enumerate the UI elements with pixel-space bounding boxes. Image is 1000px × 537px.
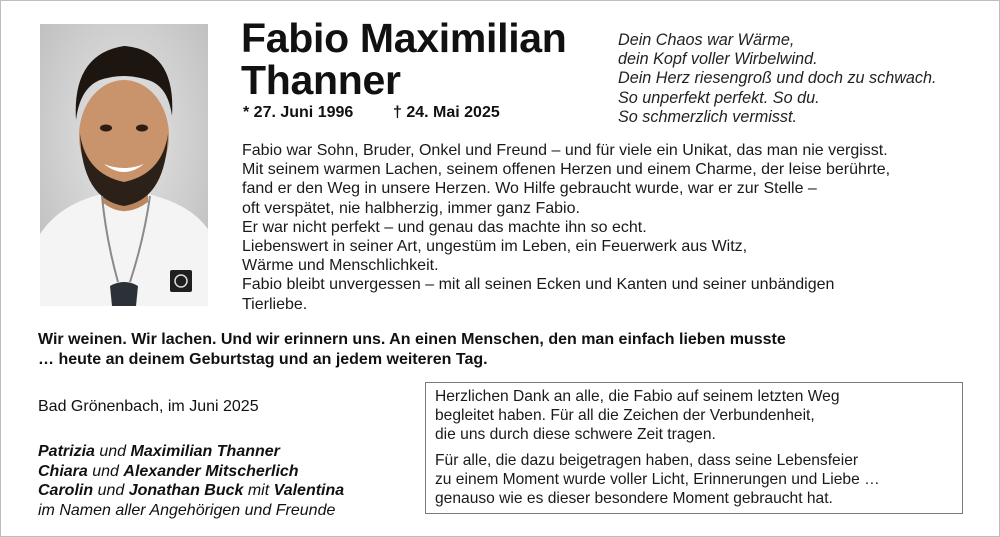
- thanks-line: Für alle, die dazu beigetragen haben, dass seine Lebensfeier: [435, 452, 859, 469]
- biography-line: Tierliebe.: [242, 295, 308, 313]
- thanks-line: genauso wie es dieser besondere Moment gebraucht hat.: [435, 490, 833, 507]
- mourner-joiner: mit: [243, 482, 274, 500]
- thanks-line: zu einem Moment wurde voller Licht, Erinnerungen und Liebe …: [435, 471, 880, 488]
- death-date: † 24. Mai 2025: [393, 104, 500, 121]
- biography-line: Fabio war Sohn, Bruder, Onkel und Freund – und für viele ein Unikat, das man nie vergisst.: [242, 142, 888, 159]
- mourners-list: [38, 442, 344, 520]
- poem-line: dein Kopf voller Wirbelwind.: [618, 50, 818, 69]
- place-and-date: Bad Grönenbach, im Juni 2025: [38, 398, 259, 415]
- mourner-joiner: und: [94, 443, 131, 460]
- mourner-name: Jonathan Buck: [128, 482, 244, 500]
- biography-line: Liebenswert in seiner Art, ungestüm im Leben, ein Feuerwerk aus Witz,: [242, 238, 748, 256]
- statement-line: … heute an deinem Geburtstag und an jedem weiteren Tag.: [38, 350, 488, 368]
- biography-line: Wärme und Menschlichkeit.: [242, 257, 439, 275]
- mourner-line: [38, 462, 344, 482]
- biography-line: oft verspätet, nie halbherzig, immer ganz Fabio.: [242, 199, 580, 217]
- mourner-name: Carolin: [38, 482, 94, 500]
- mourner-line: [38, 442, 344, 462]
- poem-line: Dein Chaos war Wärme,: [618, 31, 795, 49]
- portrait-illustration: [40, 24, 208, 306]
- thanks-line: die uns durch diese schwere Zeit tragen.: [435, 426, 716, 443]
- mourner-line: [38, 481, 344, 501]
- mourners-closing: im Namen aller Angehörigen und Freunde: [38, 501, 336, 519]
- mourner-name: Alexander Mitscherlich: [123, 462, 299, 480]
- birth-date: * 27. Juni 1996: [243, 104, 354, 121]
- name-second-line: Thanner: [241, 57, 401, 103]
- mourner-joiner: und: [87, 462, 124, 480]
- mourner-name: Maximilian Thanner: [130, 443, 280, 460]
- thanks-line: begleitet haben. Für all die Zeichen der Verbundenheit,: [435, 407, 815, 424]
- biography-line: Er war nicht perfekt – und genau das machte ihn so echt.: [242, 218, 647, 236]
- life-dates: [243, 104, 500, 122]
- remembrance-statement: [38, 330, 786, 369]
- statement-line: Wir weinen. Wir lachen. Und wir erinnern uns. An einen Menschen, den man einfach lieben musste: [38, 331, 786, 348]
- name-first-line: Fabio Maximilian: [241, 15, 567, 61]
- biography-text: [242, 141, 890, 314]
- thank-you-box: [425, 382, 963, 514]
- deceased-name: [241, 17, 567, 101]
- mourner-name: Chiara: [38, 462, 88, 480]
- mourner-name: Patrizia: [38, 443, 95, 460]
- poem-line: So schmerzlich vermisst.: [618, 107, 797, 126]
- thanks-line: Herzlichen Dank an alle, die Fabio auf seinem letzten Weg: [435, 388, 840, 405]
- biography-line: Mit seinem warmen Lachen, seinem offenen Herzen und einem Charme, der leise berührte,: [242, 161, 891, 179]
- biography-line: Fabio bleibt unvergessen – mit all seinen Ecken und Kanten und seiner unbändigen: [242, 276, 835, 294]
- memorial-poem: [618, 31, 937, 127]
- biography-line: fand er den Weg in unsere Herzen. Wo Hilfe gebraucht wurde, war er zur Stelle –: [242, 180, 817, 198]
- paragraph-gap: [435, 444, 953, 451]
- mourner-name: Valentina: [273, 482, 345, 500]
- poem-line: So unperfekt perfekt. So du.: [618, 88, 820, 107]
- portrait-photo: [40, 24, 208, 306]
- mourner-joiner: und: [93, 482, 129, 500]
- poem-line: Dein Herz riesengroß und doch zu schwach.: [618, 69, 937, 88]
